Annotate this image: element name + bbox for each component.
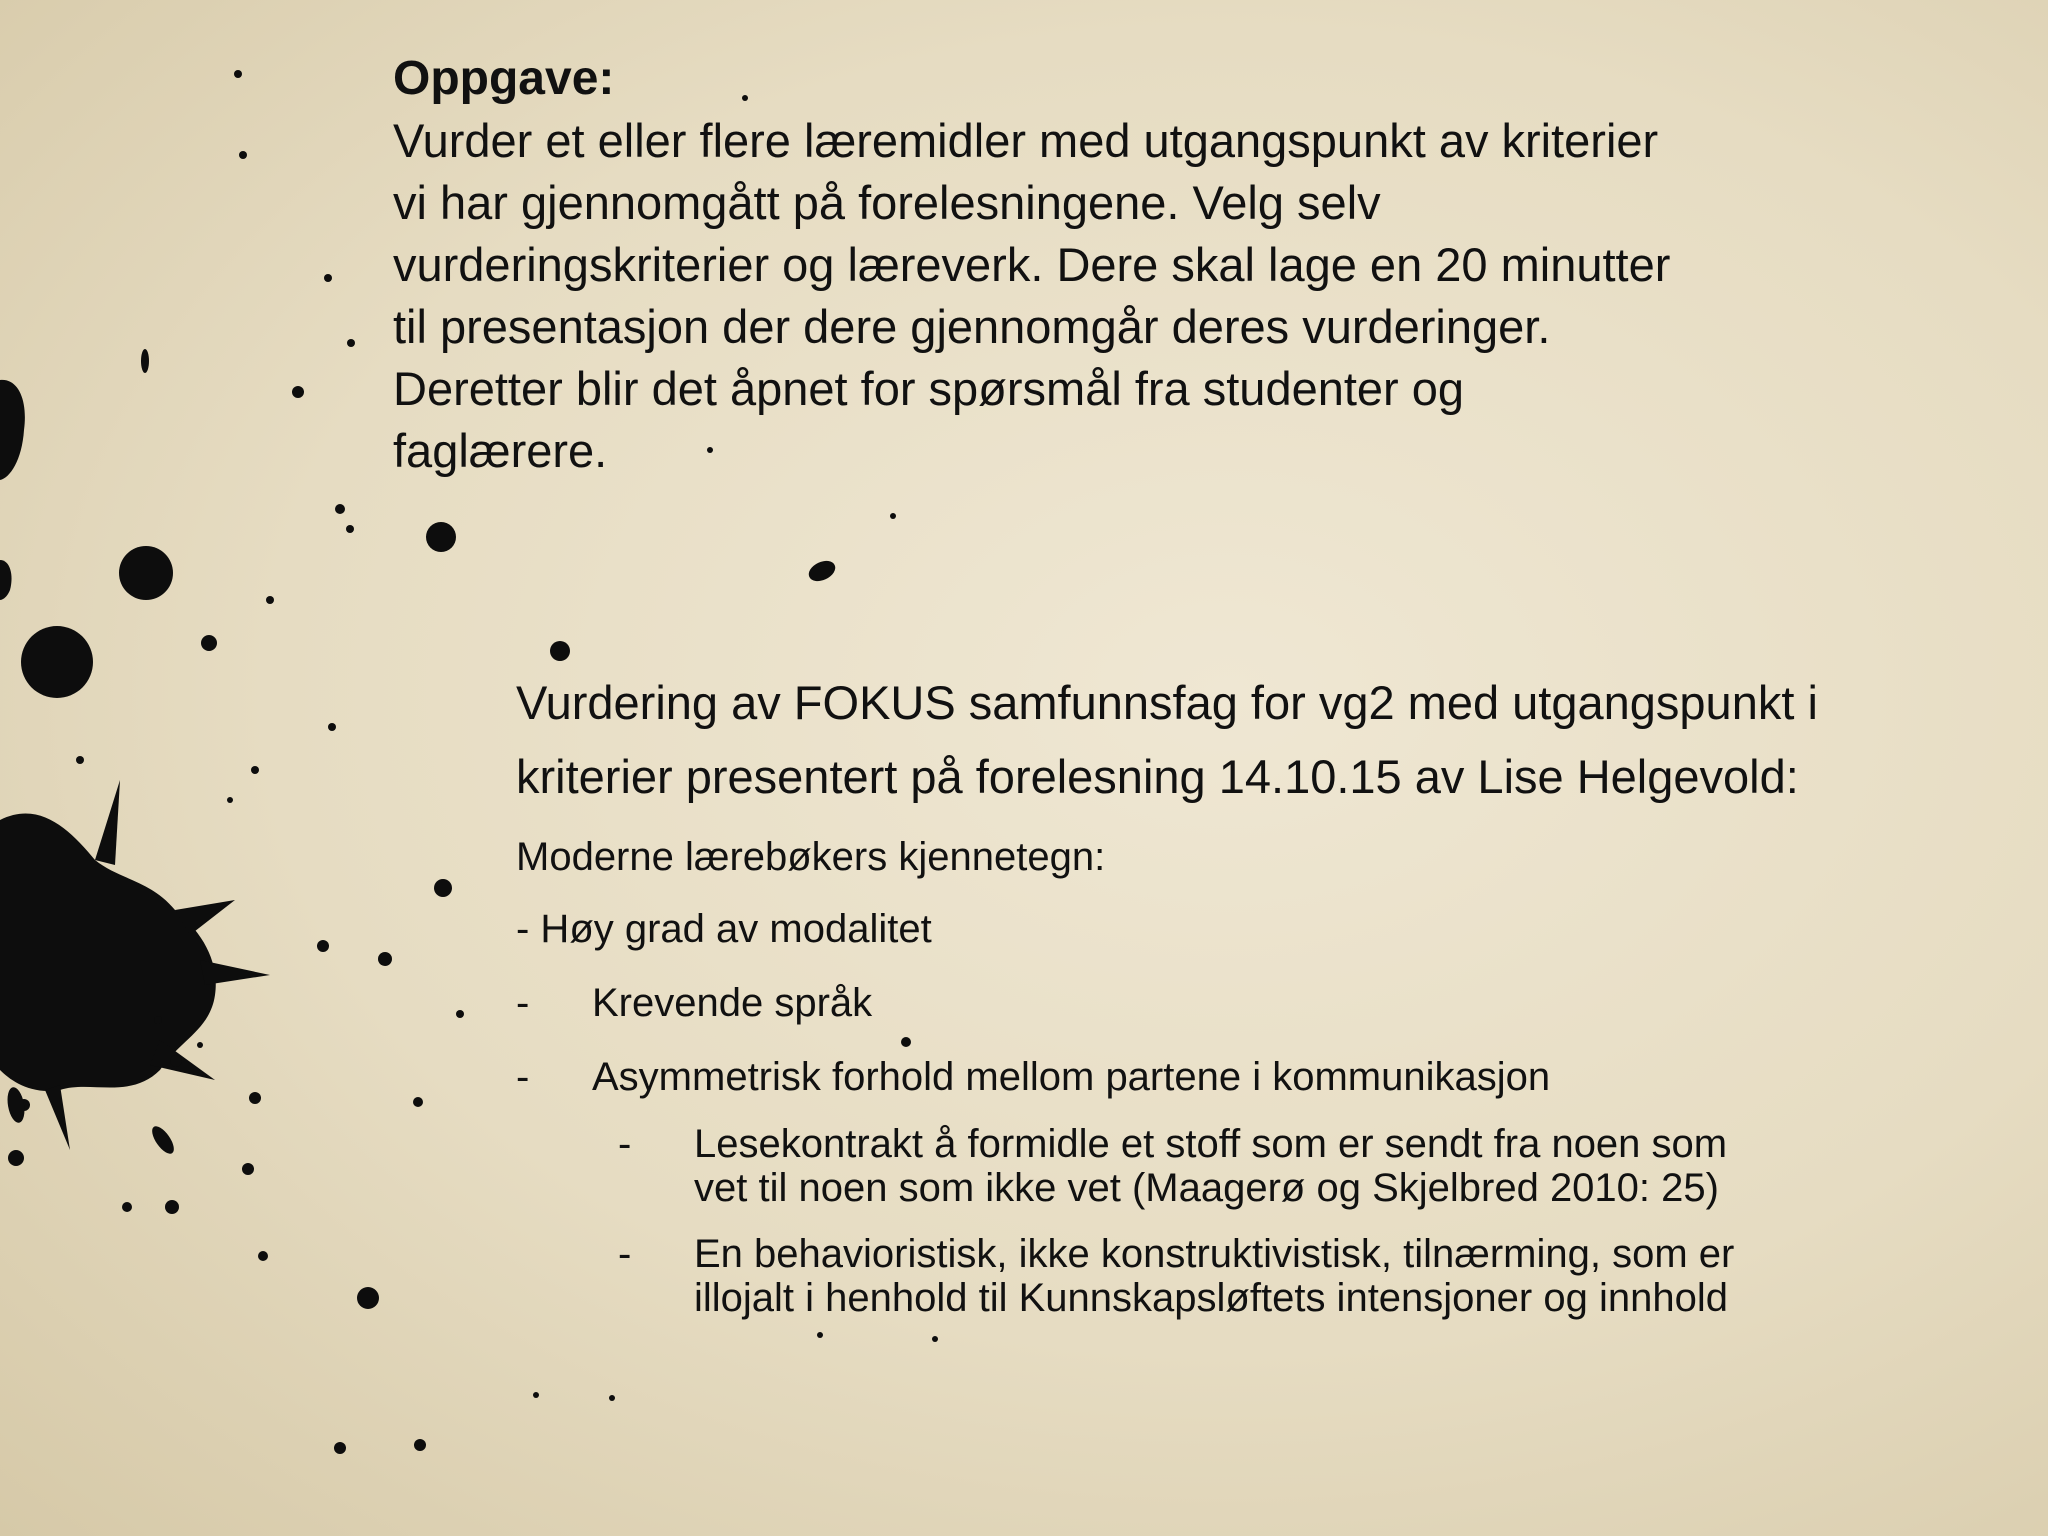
sub-list-item-line: vet til noen som ikke vet (Maagerø og Skjelbred 2010: 25) — [694, 1166, 1719, 1210]
evaluation-subheading: Moderne lærebøkers kjennetegn: — [516, 835, 1106, 879]
bullet-dash: - — [618, 1122, 632, 1166]
bullet-dash: - — [516, 1055, 530, 1099]
task-section — [393, 48, 1813, 482]
evaluation-intro — [516, 666, 1996, 814]
bullet-dash: - — [516, 981, 530, 1025]
task-body — [393, 110, 1813, 482]
sub-list-item-line: illojalt i henhold til Kunnskapsløftets intensjoner og innhold — [694, 1276, 1728, 1320]
list-item-text: - Høy grad av modalitet — [516, 907, 932, 951]
list-item — [516, 906, 1996, 952]
sub-list-item-line: Lesekontrakt å formidle et stoff som er sendt fra noen som — [694, 1122, 1728, 1166]
bullet-dash: - — [618, 1232, 632, 1276]
task-body-line: til presentasjon der dere gjennomgår deres vurderinger. — [393, 300, 1551, 353]
sub-list-item — [618, 1232, 1996, 1320]
task-body-line: faglærere. — [393, 424, 608, 477]
sub-list-item-line: En behavioristisk, ikke konstruktivistisk, tilnærming, som er — [694, 1232, 1735, 1276]
task-title: Oppgave: — [393, 52, 615, 105]
task-body-line: vurderingskriterier og læreverk. Dere skal lage en 20 minutter — [393, 238, 1671, 291]
evaluation-section — [516, 666, 1996, 1320]
list-item-text: Asymmetrisk forhold mellom partene i kommunikasjon — [592, 1055, 1551, 1099]
list-item — [516, 1054, 1996, 1100]
evaluation-intro-line: kriterier presentert på forelesning 14.10.15 av Lise Helgevold: — [516, 750, 1799, 803]
sub-list-item — [618, 1122, 1996, 1210]
list-item-text: Krevende språk — [592, 981, 873, 1025]
task-body-line: vi har gjennomgått på forelesningene. Velg selv — [393, 176, 1381, 229]
list-item — [516, 980, 1996, 1026]
task-body-line: Deretter blir det åpnet for spørsmål fra studenter og — [393, 362, 1465, 415]
evaluation-intro-line: Vurdering av FOKUS samfunnsfag for vg2 med utgangspunkt i — [516, 676, 1818, 729]
sub-list-item-text — [618, 1122, 1996, 1210]
sub-list-item-text — [618, 1232, 1996, 1320]
task-body-line: Vurder et eller flere læremidler med utgangspunkt av kriterier — [393, 114, 1659, 167]
